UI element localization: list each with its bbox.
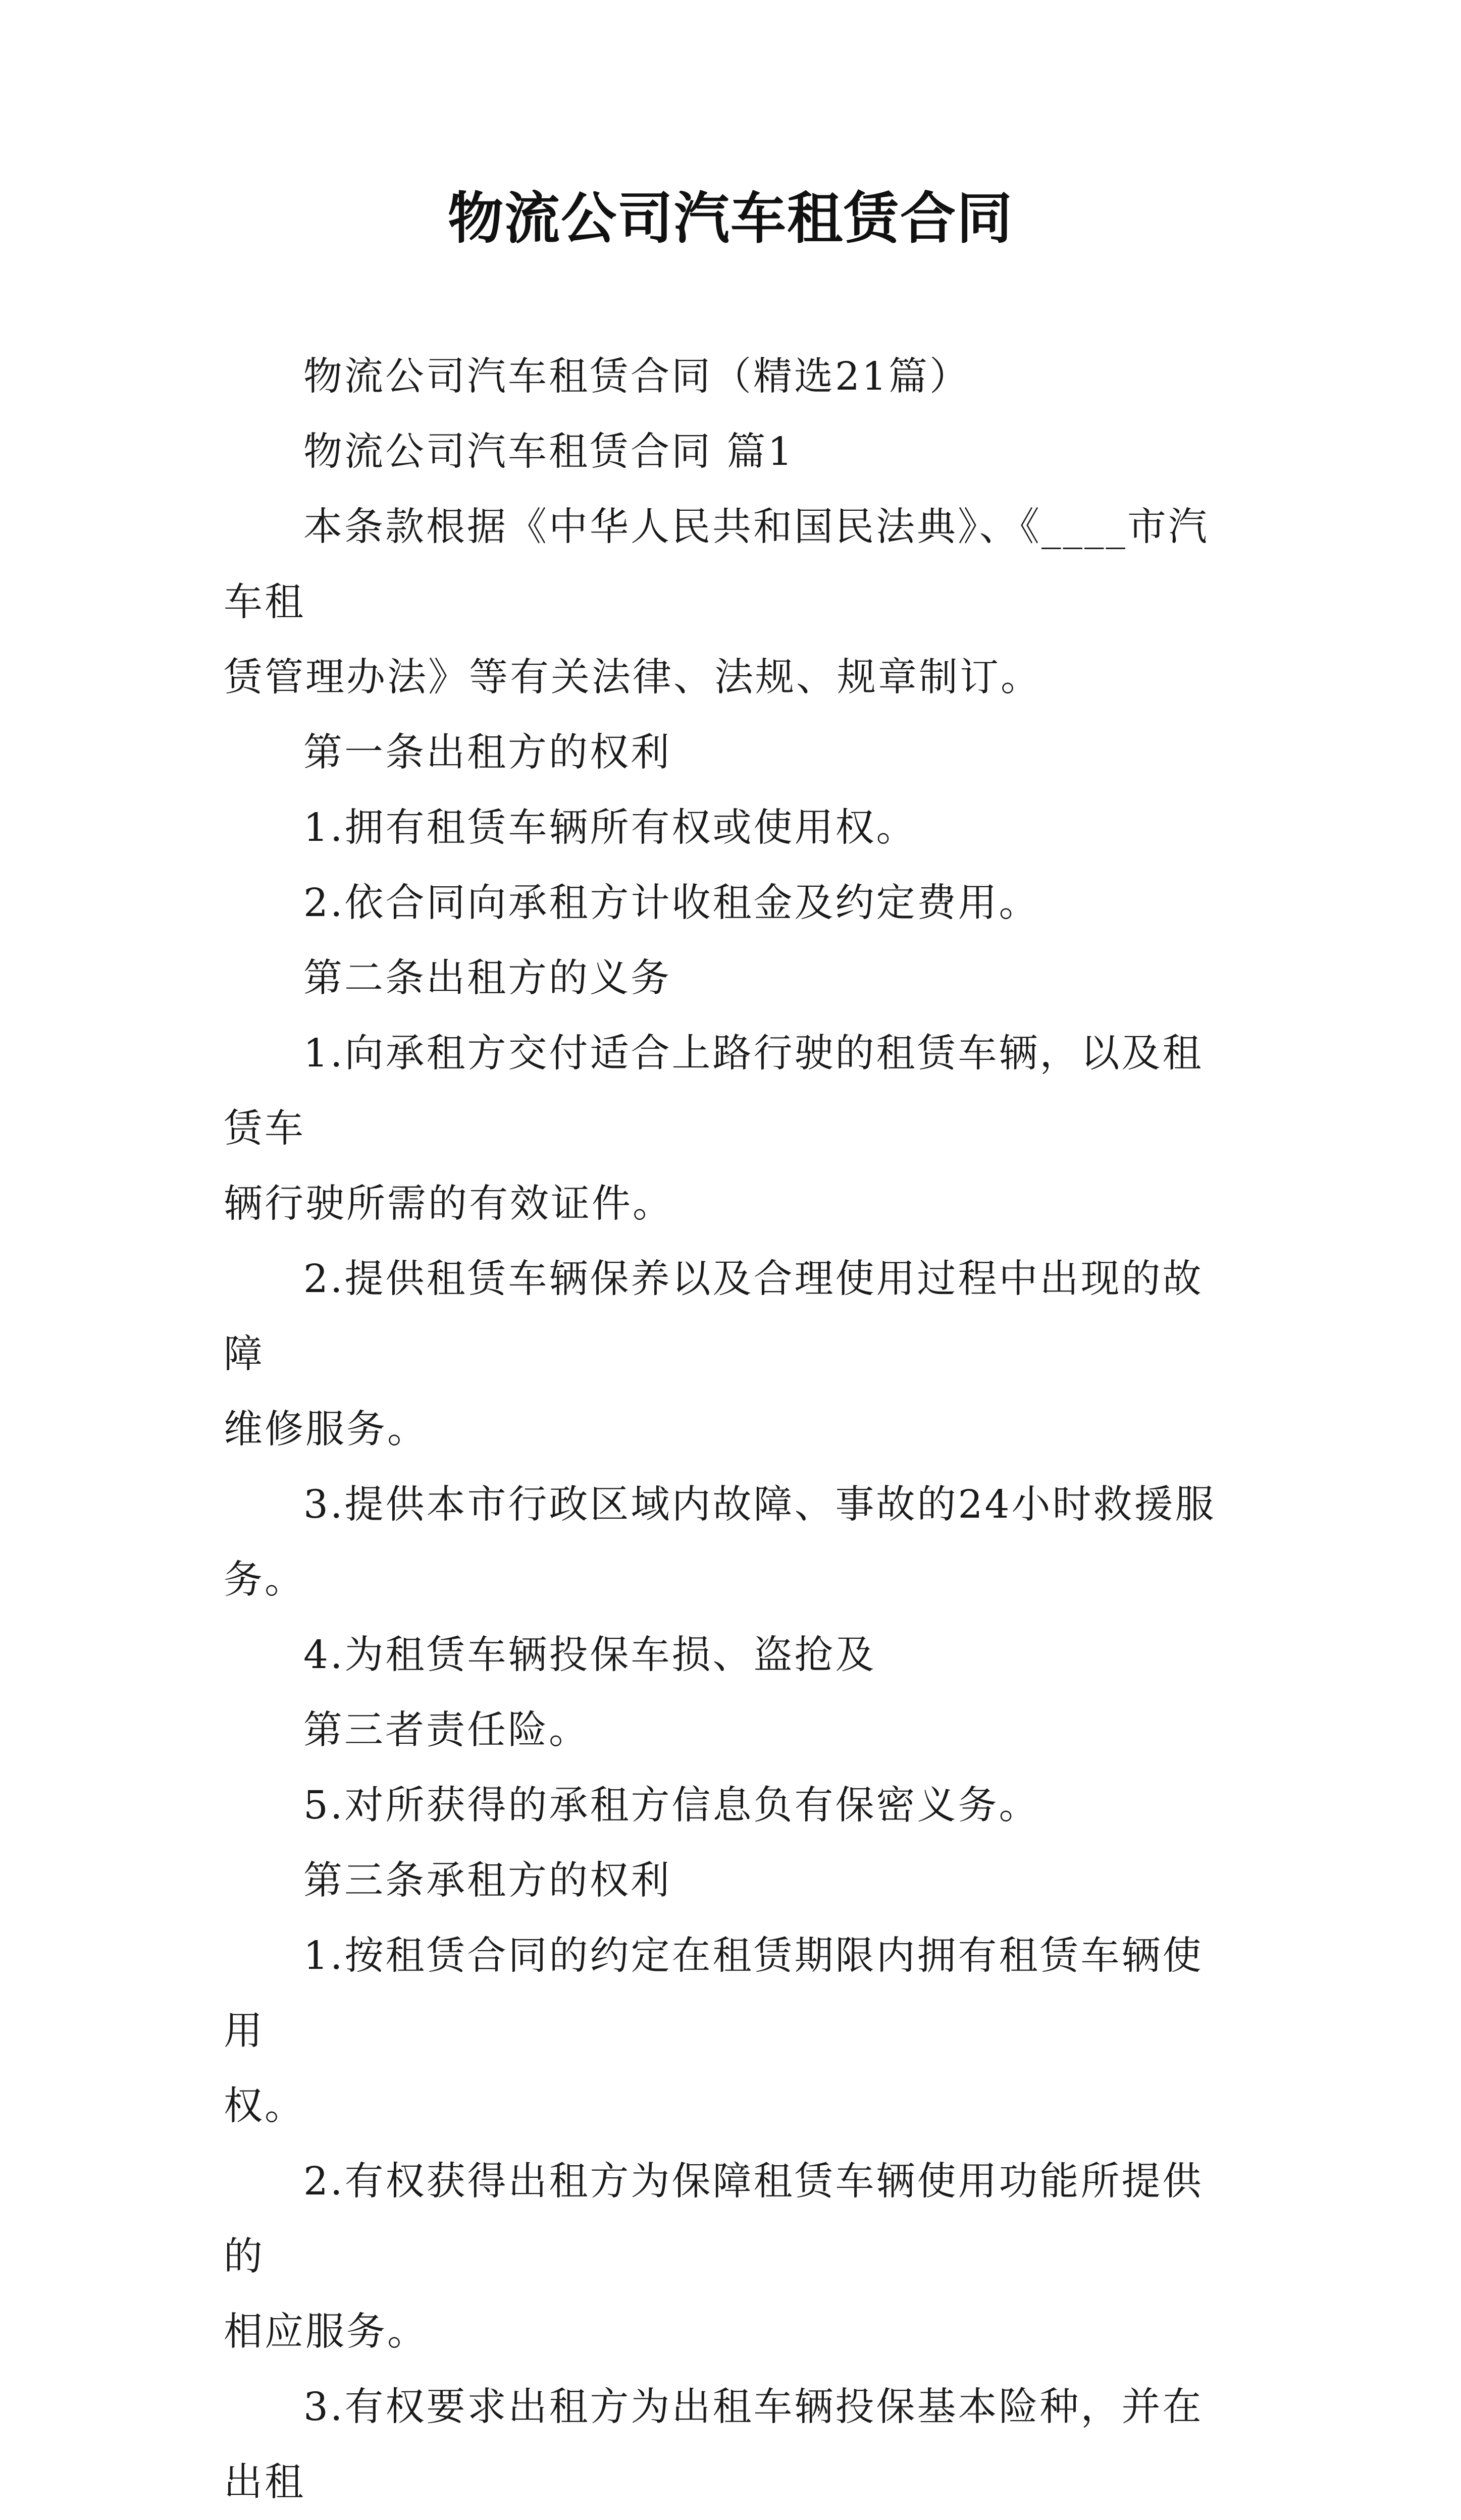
list-item: 1.拥有租赁车辆所有权或使用权。: [303, 806, 917, 850]
list-item: 权。: [224, 2084, 305, 2129]
list-item: 1.向承租方交付适合上路行驶的租赁车辆，以及租赁车: [224, 1031, 1204, 1151]
list-item: 2.有权获得出租方为保障租赁车辆使用功能所提供的: [224, 2159, 1204, 2279]
paragraph-line: 物流公司汽车租赁合同（精选21篇）: [303, 354, 970, 399]
list-item: 第三者责任险。: [303, 1708, 590, 1753]
list-item: 4.为租赁车辆投保车损、盗抢及: [303, 1633, 876, 1678]
document-body: [224, 339, 1243, 2520]
list-item: 维修服务。: [224, 1407, 428, 1452]
list-item: 3.提供本市行政区域内故障、事故的24小时救援服务。: [224, 1482, 1216, 1602]
list-item: 1.按租赁合同的约定在租赁期限内拥有租赁车辆使用: [224, 1934, 1204, 2054]
list-item: 2.依合同向承租方计收租金及约定费用。: [303, 881, 1040, 926]
list-item: 相应服务。: [224, 2310, 428, 2354]
list-item: 辆行驶所需的有效证件。: [224, 1182, 673, 1226]
list-item: 5.对所获得的承租方信息负有保密义务。: [303, 1783, 1040, 1828]
section-heading: 第一条出租方的权利: [303, 730, 671, 775]
list-item: 2.提供租赁车辆保养以及合理使用过程中出现的故障: [224, 1257, 1204, 1377]
section-heading: 第三条承租方的权利: [303, 1858, 671, 1903]
paragraph-line: 赁管理办法》等有关法律、法规、规章制订。: [224, 655, 1041, 700]
paragraph-line: 本条款根据《中华人民共和国民法典》、《____市汽车租: [224, 505, 1209, 625]
document-title: 物流公司汽车租赁合同: [448, 186, 1013, 251]
paragraph-line: 物流公司汽车租赁合同 篇1: [303, 430, 795, 474]
list-item: 3.有权要求出租方为出租车辆投保基本险种，并在出租: [224, 2385, 1204, 2505]
section-heading: 第二条出租方的义务: [303, 956, 671, 1001]
